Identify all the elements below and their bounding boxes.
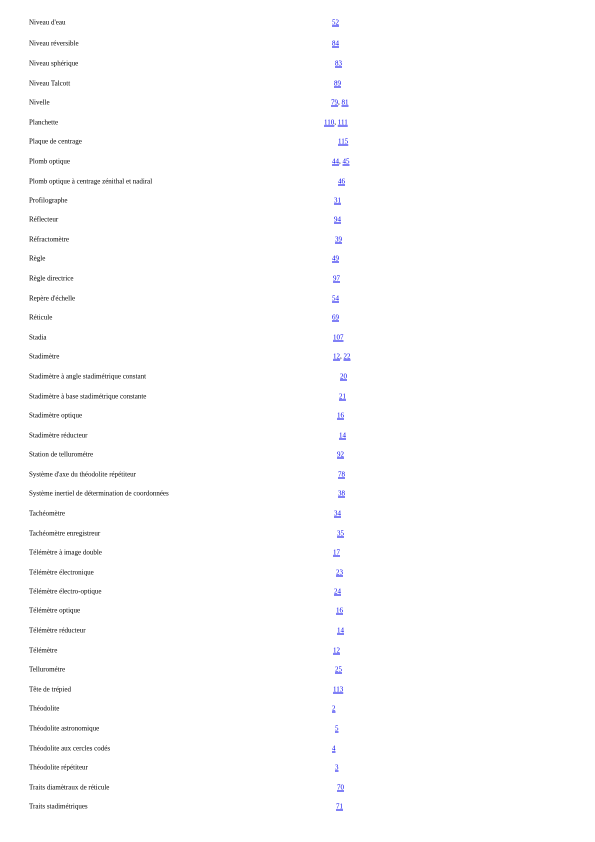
page-link[interactable]: 79 — [331, 98, 338, 107]
index-page-refs — [332, 705, 336, 714]
page-link[interactable]: 97 — [333, 274, 340, 283]
page-link[interactable]: 92 — [337, 450, 344, 459]
page-link[interactable]: 22 — [343, 352, 351, 361]
index-term: Traits diamètraux de réticule — [29, 783, 110, 792]
page-link[interactable]: 14 — [339, 431, 346, 440]
index-page-refs — [337, 784, 344, 793]
index-term: Station de tellurométre — [29, 450, 94, 459]
page-link[interactable]: 12 — [333, 352, 340, 361]
index-page-refs — [338, 138, 348, 147]
index-term: Système inertiel de détermination de coordonnées — [29, 489, 169, 498]
index-page-refs — [335, 60, 342, 69]
page-link[interactable]: 78 — [338, 470, 345, 479]
index-term: Théodolite aux cercles codés — [29, 744, 111, 753]
page-link[interactable]: 107 — [333, 333, 344, 342]
page-separator: , — [340, 352, 344, 361]
page-link[interactable]: 3 — [335, 763, 339, 772]
page-link[interactable]: 81 — [341, 98, 349, 107]
page-link[interactable]: 34 — [334, 509, 341, 518]
page-link[interactable]: 46 — [338, 177, 345, 186]
page-link[interactable]: 25 — [335, 665, 342, 674]
page-link[interactable]: 39 — [335, 235, 342, 244]
index-term: Théodolite astronomique — [29, 724, 100, 733]
index-term: Règle directrice — [29, 274, 74, 283]
index-page-refs — [339, 432, 346, 441]
index-page-refs — [337, 530, 344, 539]
index-page-refs — [335, 764, 339, 773]
index-page-refs — [334, 216, 341, 225]
page-link[interactable]: 84 — [332, 39, 339, 48]
index-term: Réflecteur — [29, 215, 59, 224]
index-term: Plomb optique à centrage zénithal et nadiral — [29, 177, 153, 186]
page-link[interactable]: 4 — [332, 744, 336, 753]
index-term: Stadia — [29, 333, 47, 342]
page-link[interactable]: 71 — [336, 802, 343, 811]
index-term: Niveau Talcott — [29, 79, 71, 88]
index-page-refs — [336, 569, 343, 578]
index-page-refs — [332, 314, 339, 323]
index-page-refs — [332, 255, 339, 264]
index-term: Stadimètre à base stadimétrique constante — [29, 392, 147, 401]
page-link[interactable]: 54 — [332, 294, 339, 303]
index-term: Réticule — [29, 313, 53, 322]
index-term: Planchette — [29, 118, 59, 127]
index-page-refs — [333, 549, 340, 558]
index-page-refs — [332, 745, 336, 754]
index-term: Tachéomètre enregistreur — [29, 529, 101, 538]
index-term: Profilographe — [29, 196, 68, 205]
index-page-refs — [332, 158, 350, 167]
index-term: Nivelle — [29, 98, 50, 107]
page-link[interactable]: 24 — [334, 587, 341, 596]
index-term: Réfractomètre — [29, 235, 70, 244]
index-page-refs — [340, 373, 347, 382]
page-link[interactable]: 12 — [333, 646, 340, 655]
index-page-refs — [338, 471, 345, 480]
index-page-refs — [334, 80, 341, 89]
index-page-refs — [332, 19, 339, 28]
index-term: Traits stadimétriques — [29, 802, 88, 811]
index-term: Système d'axe du théodolite répétiteur — [29, 470, 137, 479]
page-link[interactable]: 21 — [339, 392, 346, 401]
page-link[interactable]: 35 — [337, 529, 344, 538]
index-term: Télémètre électro-optique — [29, 587, 102, 596]
index-term: Théodolite répétiteur — [29, 763, 88, 772]
index-page-refs — [334, 588, 341, 597]
index-page-refs — [333, 647, 340, 656]
index-page-refs — [335, 725, 339, 734]
page-link[interactable]: 14 — [337, 626, 344, 635]
index-term: Niveau d'eau — [29, 18, 66, 27]
page-link[interactable]: 69 — [332, 313, 339, 322]
index-page-refs — [332, 295, 339, 304]
index-page-refs — [336, 803, 343, 812]
index-term: Tellurométre — [29, 665, 66, 674]
index-term: Télémètre — [29, 646, 58, 655]
index-page-refs — [336, 607, 343, 616]
page-separator: , — [334, 118, 338, 127]
page-link[interactable]: 70 — [337, 783, 344, 792]
index-term: Télémètre électronique — [29, 568, 94, 577]
page-link[interactable]: 111 — [337, 118, 348, 127]
index-term: Plomb optique — [29, 157, 71, 166]
page-link[interactable]: 49 — [332, 254, 339, 263]
index-page-refs — [337, 412, 344, 421]
page-link[interactable]: 20 — [340, 372, 347, 381]
index-term: Stadimètre à angle stadimétrique constant — [29, 372, 147, 381]
index-term: Théodolite — [29, 704, 60, 713]
page-link[interactable]: 110 — [324, 118, 335, 127]
index-page-refs — [338, 490, 345, 499]
page-link[interactable]: 38 — [338, 489, 345, 498]
page-link[interactable]: 89 — [334, 79, 341, 88]
page-link[interactable]: 31 — [334, 196, 341, 205]
index-page-refs — [333, 275, 340, 284]
index-page-refs — [332, 40, 339, 49]
page-link[interactable]: 83 — [335, 59, 342, 68]
index-page-refs — [333, 334, 344, 343]
index-term: Règle — [29, 254, 46, 263]
page-link[interactable]: 23 — [336, 568, 343, 577]
index-term: Télémètre à image double — [29, 548, 102, 557]
page-link[interactable]: 52 — [332, 18, 339, 27]
index-page-refs — [335, 236, 342, 245]
index-term: Télémètre réducteur — [29, 626, 86, 635]
index-term: Télémètre optique — [29, 606, 81, 615]
index-term: Tête de trépied — [29, 685, 71, 694]
index-term: Niveau réversible — [29, 39, 79, 48]
index-term: Stadimètre réducteur — [29, 431, 88, 440]
page-link[interactable]: 17 — [333, 548, 340, 557]
page-link[interactable]: 2 — [332, 704, 336, 713]
index-page-refs — [339, 393, 346, 402]
page-link[interactable]: 5 — [335, 724, 339, 733]
page-link[interactable]: 16 — [337, 411, 344, 420]
index-page-refs — [335, 666, 342, 675]
index-page-refs — [331, 99, 349, 108]
index-page-refs — [333, 686, 343, 695]
index-term: Repère d'échelle — [29, 294, 76, 303]
index-page-refs — [338, 178, 345, 187]
index-term: Tachéomètre — [29, 509, 66, 518]
index-term: Niveau sphérique — [29, 59, 79, 68]
page-link[interactable]: 113 — [333, 685, 344, 694]
index-page-refs — [337, 451, 344, 460]
index-page-refs — [334, 510, 341, 519]
index-page-refs — [337, 627, 344, 636]
page-separator: , — [339, 157, 343, 166]
page-separator: , — [338, 98, 342, 107]
page-link[interactable]: 44 — [332, 157, 339, 166]
page-link[interactable]: 16 — [336, 606, 343, 615]
page-link[interactable]: 115 — [338, 137, 349, 146]
index-page-refs — [333, 353, 351, 362]
page-link[interactable]: 45 — [342, 157, 350, 166]
index-page-refs — [334, 197, 341, 206]
index-page-refs — [324, 119, 348, 128]
index-term: Stadimètre optique — [29, 411, 83, 420]
page-link[interactable]: 94 — [334, 215, 341, 224]
index-term: Stadimètre — [29, 352, 60, 361]
index-term: Plaque de centrage — [29, 137, 82, 146]
